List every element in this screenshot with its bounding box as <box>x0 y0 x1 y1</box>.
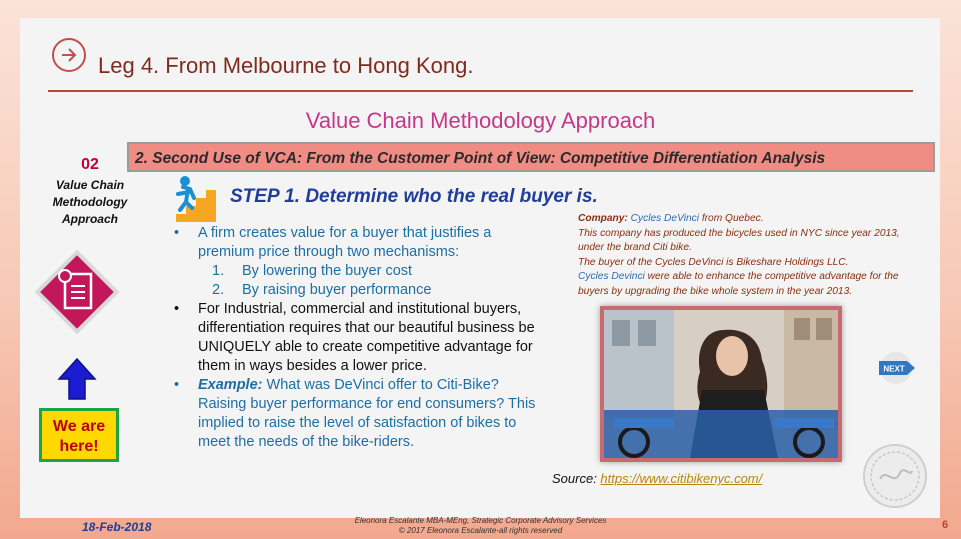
bullet-item <box>170 300 550 376</box>
sub-item-number: 2. <box>212 282 225 298</box>
slide-title: Leg 4. From Melbourne to Hong Kong. <box>98 53 474 78</box>
section-label-line3: Approach <box>61 212 118 226</box>
bullet-item <box>170 224 550 262</box>
bullet-dot: • <box>174 301 180 317</box>
source-label: Source: <box>552 471 601 486</box>
section-label-line1: Value Chain <box>55 178 125 192</box>
section-number: 02 <box>81 156 99 173</box>
next-label: NEXT <box>883 364 905 374</box>
company-label: Company: <box>578 213 628 224</box>
company-line4-rest: were able to enhance the competitive advantage for the buyers by upgrading the bike whole system in the year 2013. <box>578 271 899 297</box>
source-line <box>552 471 762 486</box>
section-subtitle: Value Chain Methodology Approach <box>305 108 656 133</box>
title-divider <box>48 90 913 92</box>
footer-line2: © 2017 Eleonora Escalante-all rights reserved <box>398 526 563 535</box>
sub-item-text: By raising buyer performance <box>242 282 432 298</box>
footer-credit <box>0 516 961 536</box>
citibike-photo <box>600 306 842 462</box>
footer-line1: Eleonora Escalante MBA-MEng, Strategic Corporate Advisory Services <box>354 516 607 525</box>
sub-item <box>170 281 550 300</box>
section-label <box>38 177 142 228</box>
arrow-up-icon <box>57 357 97 406</box>
step-title: STEP 1. Determine who the real buyer is. <box>230 186 598 207</box>
source-link[interactable]: https://www.citibikenyc.com/ <box>600 471 763 486</box>
next-sign-icon[interactable] <box>873 351 919 390</box>
bullet-text: A firm creates value for a buyer that justifies a premium price through two mechanisms: <box>198 225 492 260</box>
company-name: Cycles DeVinci <box>630 213 699 224</box>
document-diamond-icon <box>25 240 129 344</box>
here-line1: We are <box>52 418 106 435</box>
here-line2: here! <box>59 438 99 455</box>
we-are-here-badge <box>39 408 119 462</box>
footer-date: 18-Feb-2018 <box>82 520 152 534</box>
company-line3: The buyer of the Cycles DeVinci is Bikeshare Holdings LLC. <box>578 256 849 268</box>
arrow-right-circle-icon[interactable] <box>52 38 86 72</box>
section-label-line2: Methodology <box>52 195 128 209</box>
bullet-list <box>170 224 550 452</box>
seal-icon <box>860 443 930 514</box>
company-name-2: Cycles Devinci <box>578 271 645 282</box>
sub-item-text: By lowering the buyer cost <box>242 263 413 279</box>
bullet-item <box>170 376 550 452</box>
bullet-dot: • <box>174 377 180 393</box>
example-lead: Example: <box>198 377 263 393</box>
company-line1 <box>578 212 918 227</box>
bullet-text: What was DeVinci offer to Citi-Bike? Raising buyer performance for end consumers? This implied to raise the level of satisfaction of bikes to meet the needs of the bike-riders. <box>198 377 536 450</box>
stairs-person-icon <box>170 172 218 229</box>
sub-item-number: 1. <box>212 263 225 279</box>
company-line1-rest: from Quebec. <box>698 213 764 224</box>
company-note <box>578 212 918 299</box>
bullet-text: For Industrial, commercial and institutional buyers, differentiation requires that our beautiful business be UNIQUELY able to create competitive advantage for them in ways besides a lower price. <box>198 301 535 374</box>
sub-item <box>170 262 550 281</box>
company-line2: This company has produced the bicycles used in NYC since year 2013, under the brand Citi bike. <box>578 227 900 253</box>
page-number: 6 <box>942 519 949 531</box>
section-banner: 2. Second Use of VCA: From the Customer Point of View: Competitive Differentiation Analysis <box>127 142 935 172</box>
company-line4 <box>578 270 918 299</box>
bullet-dot: • <box>174 225 180 241</box>
